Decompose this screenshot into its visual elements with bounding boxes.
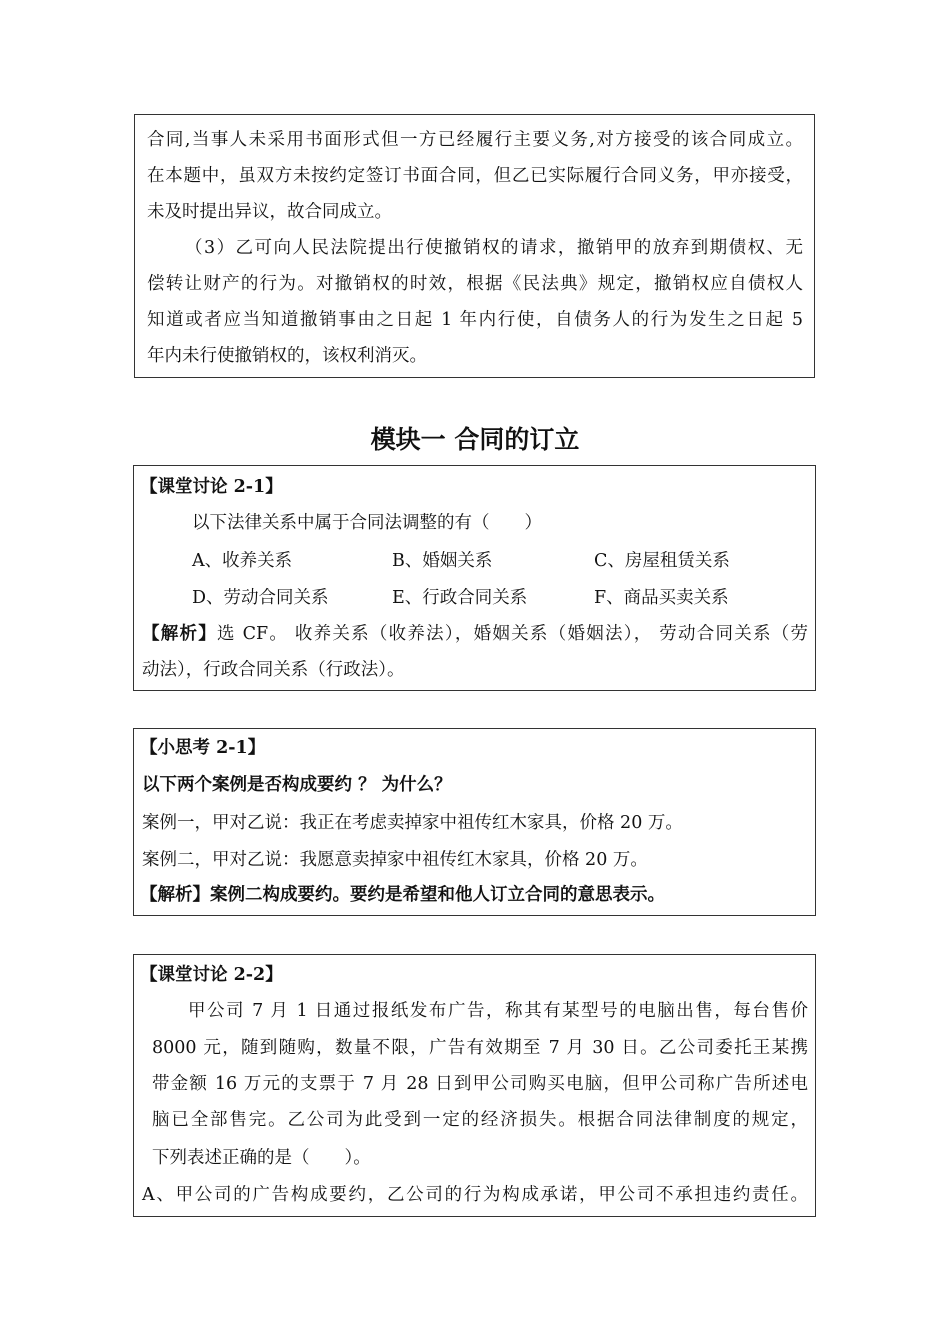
case-1: 案例一，甲对乙说：我正在考虑卖掉家中祖传红木家具，价格 20 万。 — [142, 813, 683, 833]
answer-line-2: 在本题中，虽双方未按约定签订书面合同，但乙已实际履行合同义务，甲亦接受， — [147, 166, 803, 186]
answer-line-5: 偿转让财产的行为。对撤销权的时效，根据《民法典》规定，撤销权应自债权人 — [147, 274, 803, 294]
analysis-line-2: 动法），行政合同关系（行政法）。 — [142, 660, 405, 680]
analysis-line-1 — [142, 623, 808, 645]
case-line-2: 8000 元，随到随购，数量不限，广告有效期至 7 月 30 日。乙公司委托王某携 — [152, 1038, 808, 1058]
option-c: C、房屋租赁关系 — [594, 551, 730, 571]
option-d: D、劳动合同关系 — [192, 588, 329, 608]
thinking-analysis: 【解析】案例二构成要约。要约是希望和他人订立合同的意思表示。 — [140, 885, 665, 905]
answer-line-3: 未及时提出异议，故合同成立。 — [147, 202, 392, 222]
answer-line-7: 年内未行使撤销权的，该权利消灭。 — [147, 346, 427, 366]
answer-line-6: 知道或者应当知道撤销事由之日起 1 年内行使，自债务人的行为发生之日起 5 — [147, 310, 803, 330]
case-line-4: 脑已全部售完。乙公司为此受到一定的经济损失。根据合同法律制度的规定， — [152, 1110, 808, 1130]
discussion-header: 【课堂讨论 2-1】 — [140, 477, 283, 497]
case-2: 案例二，甲对乙说：我愿意卖掉家中祖传红木家具，价格 20 万。 — [142, 850, 648, 870]
thinking-question: 以下两个案例是否构成要约 ？ 为什么？ — [142, 775, 452, 795]
discussion-box-2-2 — [133, 954, 816, 1217]
analysis-text: 选 CF。 收养关系（收养法），婚姻关系（婚姻法）， 劳动合同关系（劳 — [217, 624, 809, 644]
answer-line-1: 合同,当事人未采用书面形式但一方已经履行主要义务,对方接受的该合同成立。 — [147, 130, 803, 150]
discussion-box-2-1 — [133, 465, 816, 691]
thinking-header: 【小思考 2-1】 — [140, 738, 266, 758]
section-title: 模块一 合同的订立 — [370, 425, 580, 454]
case-line-3: 带金额 16 万元的支票于 7 月 28 日到甲公司购买电脑，但甲公司称广告所述电 — [152, 1074, 808, 1094]
option-a: A、收养关系 — [192, 551, 293, 571]
option-b: B、婚姻关系 — [392, 551, 493, 571]
thinking-box-2-1 — [133, 728, 816, 916]
option-e: E、行政合同关系 — [392, 588, 528, 608]
answer-box — [134, 114, 815, 378]
option-f: F、商品买卖关系 — [594, 588, 729, 608]
case-line-5: 下列表述正确的是（ ）。 — [152, 1148, 371, 1168]
option-a-line: A、甲公司的广告构成要约，乙公司的行为构成承诺，甲公司不承担违约责任。 — [142, 1185, 808, 1205]
case-line-1: 甲公司 7 月 1 日通过报纸发布广告，称其有某型号的电脑出售，每台售价 — [188, 1001, 808, 1021]
discussion-header-2: 【课堂讨论 2-2】 — [140, 965, 283, 985]
analysis-label: 【解析】 — [142, 624, 218, 644]
answer-line-4: （3）乙可向人民法院提出行使撤销权的请求，撤销甲的放弃到期债权、无 — [185, 238, 803, 258]
discussion-question: 以下法律关系中属于合同法调整的有（ ） — [192, 513, 542, 533]
